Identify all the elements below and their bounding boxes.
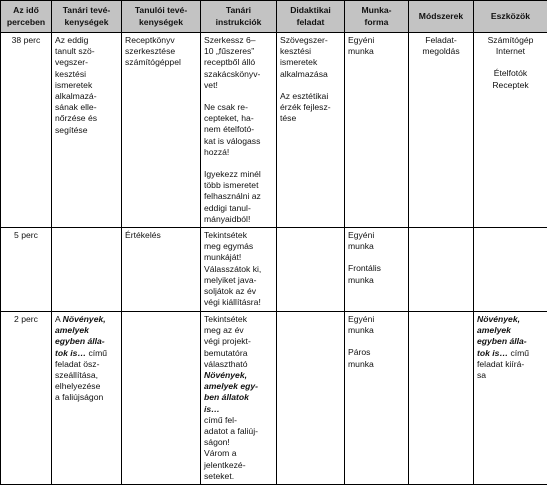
work-form-cell: Egyéni munka Frontális munka <box>345 228 409 312</box>
time-cell: 2 perc <box>1 312 52 485</box>
table-row <box>1 312 547 485</box>
time-cell: 5 perc <box>1 228 52 312</box>
didactic-task-cell <box>277 228 345 312</box>
tools-cell: Számítógép Internet Ételfotók Receptek <box>474 33 547 228</box>
teacher-activities-cell: A Növények, amelyek egyben álla- tok is… című feladat ösz- szeállítása, elhelyezése a faliújságon <box>52 312 122 485</box>
header-teacher-instructions: Tanári instrukciók <box>201 1 277 33</box>
didactic-task-cell <box>277 312 345 485</box>
header-work-form: Munka- forma <box>345 1 409 33</box>
header-row <box>1 1 547 33</box>
teacher-instructions-cell: Szerkessz 6– 10 „fűszeres” receptből álló szakácskönyv- vet! Ne csak re- cepteket, ha- nem ételfotó- kat is válogass hozzá! Igyekezz minél több ismeretet felhasználni az eddigi tanul- mányaidból! <box>201 33 277 228</box>
table-row <box>1 33 547 228</box>
table-row <box>1 228 547 312</box>
work-form-cell: Egyéni munka <box>345 33 409 228</box>
header-didactic-task: Didaktikai feladat <box>277 1 345 33</box>
methods-cell: Feladat- megoldás <box>409 33 474 228</box>
header-methods: Módszerek <box>409 1 474 33</box>
teacher-activities-cell: Az eddig tanult szö- vegszer- kesztési ismeretek alkalmazá- sának elle- nőrzése és segítése <box>52 33 122 228</box>
didactic-task-cell: Szövegszer- kesztési ismeretek alkalmazása Az esztétikai érzék fejlesz- tése <box>277 33 345 228</box>
student-activities-cell <box>122 312 201 485</box>
tools-cell: Növények, amelyek egyben álla- tok is… című feladat kiírá- sa <box>474 312 547 485</box>
time-cell: 38 perc <box>1 33 52 228</box>
work-form-cell: Egyéni munka Páros munka <box>345 312 409 485</box>
tools-cell <box>474 228 547 312</box>
teacher-instructions-cell: Tekintsétek meg egymás munkáját! Válasszátok ki, melyiket java- soljátok az év végi kiállításra! <box>201 228 277 312</box>
header-student-activities: Tanulói tevé- kenységek <box>122 1 201 33</box>
header-time: Az idő perceben <box>1 1 52 33</box>
student-activities-cell: Értékelés <box>122 228 201 312</box>
teacher-instructions-cell: Tekintsétek meg az év végi projekt- bemutatóra választható Növények, amelyek egy- ben állatok is… című fel- adatot a faliúj- ságon! Várom a jelentkezé- seteket. <box>201 312 277 485</box>
teacher-activities-cell <box>52 228 122 312</box>
methods-cell <box>409 228 474 312</box>
header-teacher-activities: Tanári tevé- kenységek <box>52 1 122 33</box>
student-activities-cell: Receptkönyv szerkesztése számítógéppel <box>122 33 201 228</box>
header-tools: Eszközök <box>474 1 547 33</box>
methods-cell <box>409 312 474 485</box>
